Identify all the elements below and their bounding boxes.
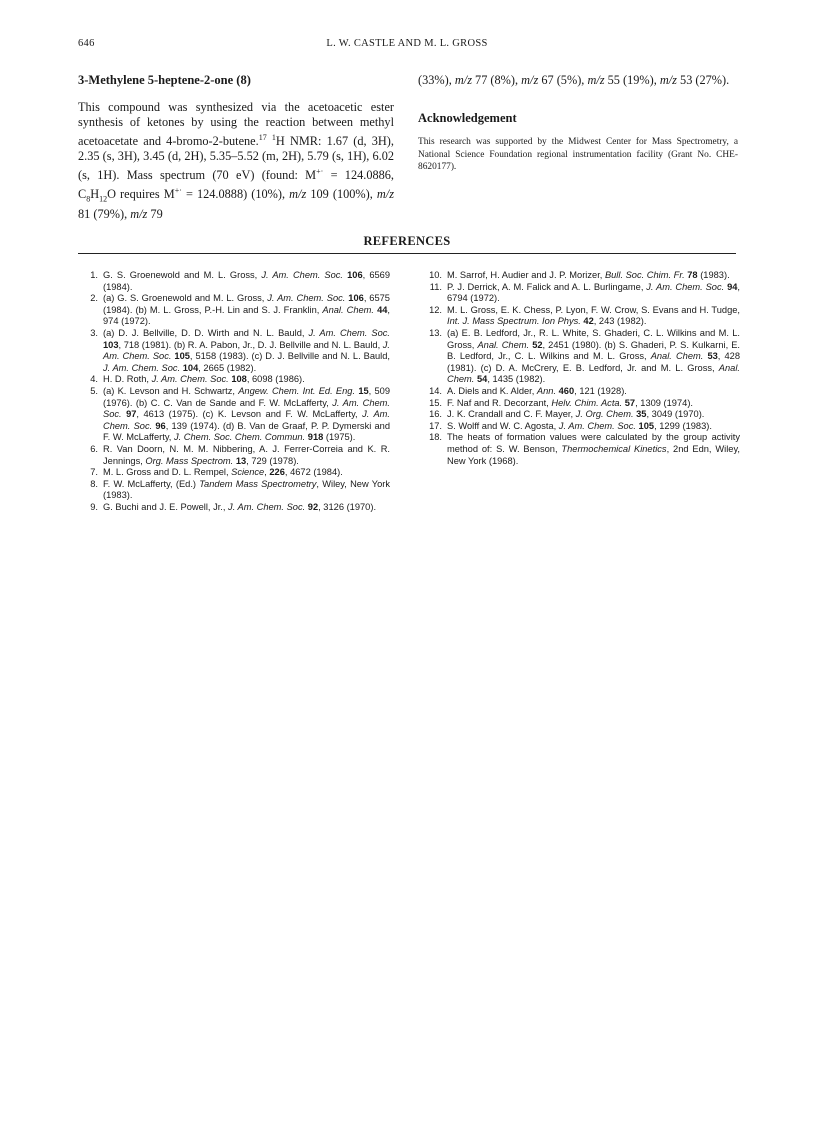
- references-title: REFERENCES: [363, 234, 451, 248]
- reference-item: [78, 374, 390, 386]
- reference-number: 15.: [429, 397, 442, 408]
- reference-text: M. L. Gross, E. K. Chess, P. Lyon, F. W. Crow, S. Evans and H. Tudge, Int. J. Mass Spectrum. Ion Phys. 42, 243 (1982).: [447, 304, 740, 327]
- reference-item: [422, 328, 740, 386]
- reference-text: G. S. Groenewold and M. L. Gross, J. Am. Chem. Soc. 106, 6569 (1984).: [103, 270, 390, 292]
- reference-item: [422, 270, 740, 282]
- reference-number: 7.: [90, 467, 98, 478]
- reference-number: 18.: [429, 432, 442, 443]
- mass-spectrum-peaks-right: (33%), m/z 77 (8%), m/z 67 (5%), m/z 55 (19%), m/z 53 (27%).: [418, 73, 730, 87]
- reference-text: (a) D. J. Bellville, D. D. Wirth and N. L. Bauld, J. Am. Chem. Soc. 103, 718 (1981). (b) R. A. Pabon, Jr., D. J. Bellville and N. L. Bauld, J. Am. Chem. Soc. 105, 5158 (1983). (c) D. J. Bellville and N. L. Bauld, J. Am. Chem. Soc. 104, 2665 (1982).: [103, 327, 390, 373]
- reference-text: F. Naf and R. Decorzant, Helv. Chim. Acta. 57, 1309 (1974).: [447, 397, 693, 408]
- acknowledgement-heading: Acknowledgement: [418, 111, 517, 125]
- reference-item: [422, 432, 740, 467]
- reference-item: [422, 305, 740, 328]
- reference-item: [422, 386, 740, 398]
- reference-number: 5.: [90, 385, 98, 396]
- reference-number: 3.: [90, 327, 98, 338]
- reference-text: J. K. Crandall and C. F. Mayer, J. Org. Chem. 35, 3049 (1970).: [447, 409, 705, 420]
- reference-number: 8.: [90, 478, 98, 489]
- reference-item: [78, 444, 390, 467]
- reference-text: The heats of formation values were calculated by the group activity method of: S. W. Benson, Thermochemical Kinetics, 2nd Edn, Wiley, New York (1968).: [447, 432, 740, 466]
- compound-heading: 3-Methylene 5-heptene-2-one (8): [78, 73, 251, 87]
- left-column: [78, 73, 394, 222]
- reference-number: 17.: [429, 420, 442, 431]
- reference-number: 6.: [90, 443, 98, 454]
- compound-description: This compound was synthesized via the acetoacetic ester synthesis of ketones by using the reaction between methyl acetoacetate and 4-bromo-2-butene.$^{17}$ $^1$H NMR: 1.67 (d, 3H), 2.35 (s, 3H), 3.45 (d, 2H), 5.35–5.52 (m, 2H), 5.79 (s, 1H), 6.02 (s, 1H). Mass spectrum (70 eV) (found: M+· = 124.0886, $C_8H_{12}O$ requires M+· = 124.0888) (10%), m/z 109 (100%), m/z 81 (79%), m/z 79: [78, 100, 394, 221]
- reference-item: [422, 398, 740, 410]
- reference-item: [78, 467, 390, 479]
- reference-number: 10.: [429, 270, 442, 280]
- reference-number: 1.: [90, 270, 98, 280]
- running-head-authors: L. W. CASTLE AND M. L. GROSS: [326, 38, 488, 49]
- reference-number: 16.: [429, 409, 442, 420]
- reference-number: 14.: [429, 385, 442, 396]
- reference-item: [422, 409, 740, 421]
- reference-item: [78, 502, 390, 514]
- reference-number: 9.: [90, 501, 98, 512]
- reference-text: G. Buchi and J. E. Powell, Jr., J. Am. Chem. Soc. 92, 3126 (1970).: [103, 501, 377, 512]
- reference-text: P. J. Derrick, A. M. Falick and A. L. Burlingame, J. Am. Chem. Soc. 94, 6794 (1972).: [447, 281, 740, 304]
- reference-number: 2.: [90, 293, 98, 304]
- reference-number: 4.: [90, 374, 98, 385]
- reference-item: [78, 328, 390, 374]
- acknowledgement-text: This research was supported by the Midwest Center for Mass Spectrometry, a National Science Foundation regional instrumentation facility (Grant No. CHE-8620177).: [418, 137, 738, 172]
- references-list-right: [422, 270, 740, 467]
- references-divider: [78, 253, 736, 254]
- right-column: [418, 73, 738, 174]
- reference-item: [422, 421, 740, 433]
- reference-item: [422, 282, 740, 305]
- reference-item: [78, 270, 390, 293]
- reference-number: 11.: [429, 281, 442, 292]
- reference-number: 12.: [429, 304, 442, 315]
- reference-text: A. Diels and K. Alder, Ann. 460, 121 (1928).: [447, 385, 627, 396]
- reference-text: S. Wolff and W. C. Agosta, J. Am. Chem. Soc. 105, 1299 (1983).: [447, 420, 712, 431]
- reference-text: (a) E. B. Ledford, Jr., R. L. White, S. Ghaderi, C. L. Wilkins and M. L. Gross, Anal. Chem. 52, 2451 (1980). (b) S. Ghaderi, P. S. Kulkarni, E. B. Ledford, Jr., C. L. Wilkins and M. L. Gross, Anal. Chem. 53, 428 (1981). (c) D. A. McCrery, E. B. Ledford, Jr. and M. L. Gross, Anal. Chem. 54, 1435 (1982).: [447, 327, 740, 385]
- reference-text: M. Sarrof, H. Audier and J. P. Morizer, Bull. Soc. Chim. Fr. 78 (1983).: [447, 270, 730, 280]
- mass-spectrum-peaks-left: m/z 109 (100%), m/z 81 (79%), m/z 79: [78, 187, 394, 221]
- reference-item: [78, 386, 390, 444]
- reference-text: F. W. McLafferty, (Ed.) Tandem Mass Spectrometry, Wiley, New York (1983).: [103, 478, 390, 501]
- reference-item: [78, 293, 390, 328]
- reference-text: R. Van Doorn, N. M. M. Nibbering, A. J. Ferrer-Correia and K. R. Jennings, Org. Mass Spectrom. 13, 729 (1978).: [103, 443, 390, 466]
- reference-number: 13.: [429, 327, 442, 338]
- reference-text: M. L. Gross and D. L. Rempel, Science, 226, 4672 (1984).: [103, 467, 343, 478]
- references-list-left: [78, 270, 390, 513]
- reference-text: H. D. Roth, J. Am. Chem. Soc. 108, 6098 (1986).: [103, 374, 305, 385]
- page-number: 646: [78, 38, 95, 49]
- reference-text: (a) G. S. Groenewold and M. L. Gross, J. Am. Chem. Soc. 106, 6575 (1984). (b) M. L. Gross, P.-H. Lin and S. J. Franklin, Anal. Chem. 44, 974 (1972).: [103, 293, 390, 327]
- reference-item: [78, 479, 390, 502]
- reference-text: (a) K. Levson and H. Schwartz, Angew. Chem. Int. Ed. Eng. 15, 509 (1976). (b) C. C. Van de Sande and F. W. McLafferty, J. Am. Chem. Soc. 97, 4613 (1975). (c) K. Levson and F. W. McLafferty, J. Am. Chem. Soc. 96, 139 (1974). (d) B. Van de Graaf, P. P. Dymerski and F. W. McLafferty, J. Chem. Soc. Chem. Commun. 918 (1975).: [103, 385, 390, 443]
